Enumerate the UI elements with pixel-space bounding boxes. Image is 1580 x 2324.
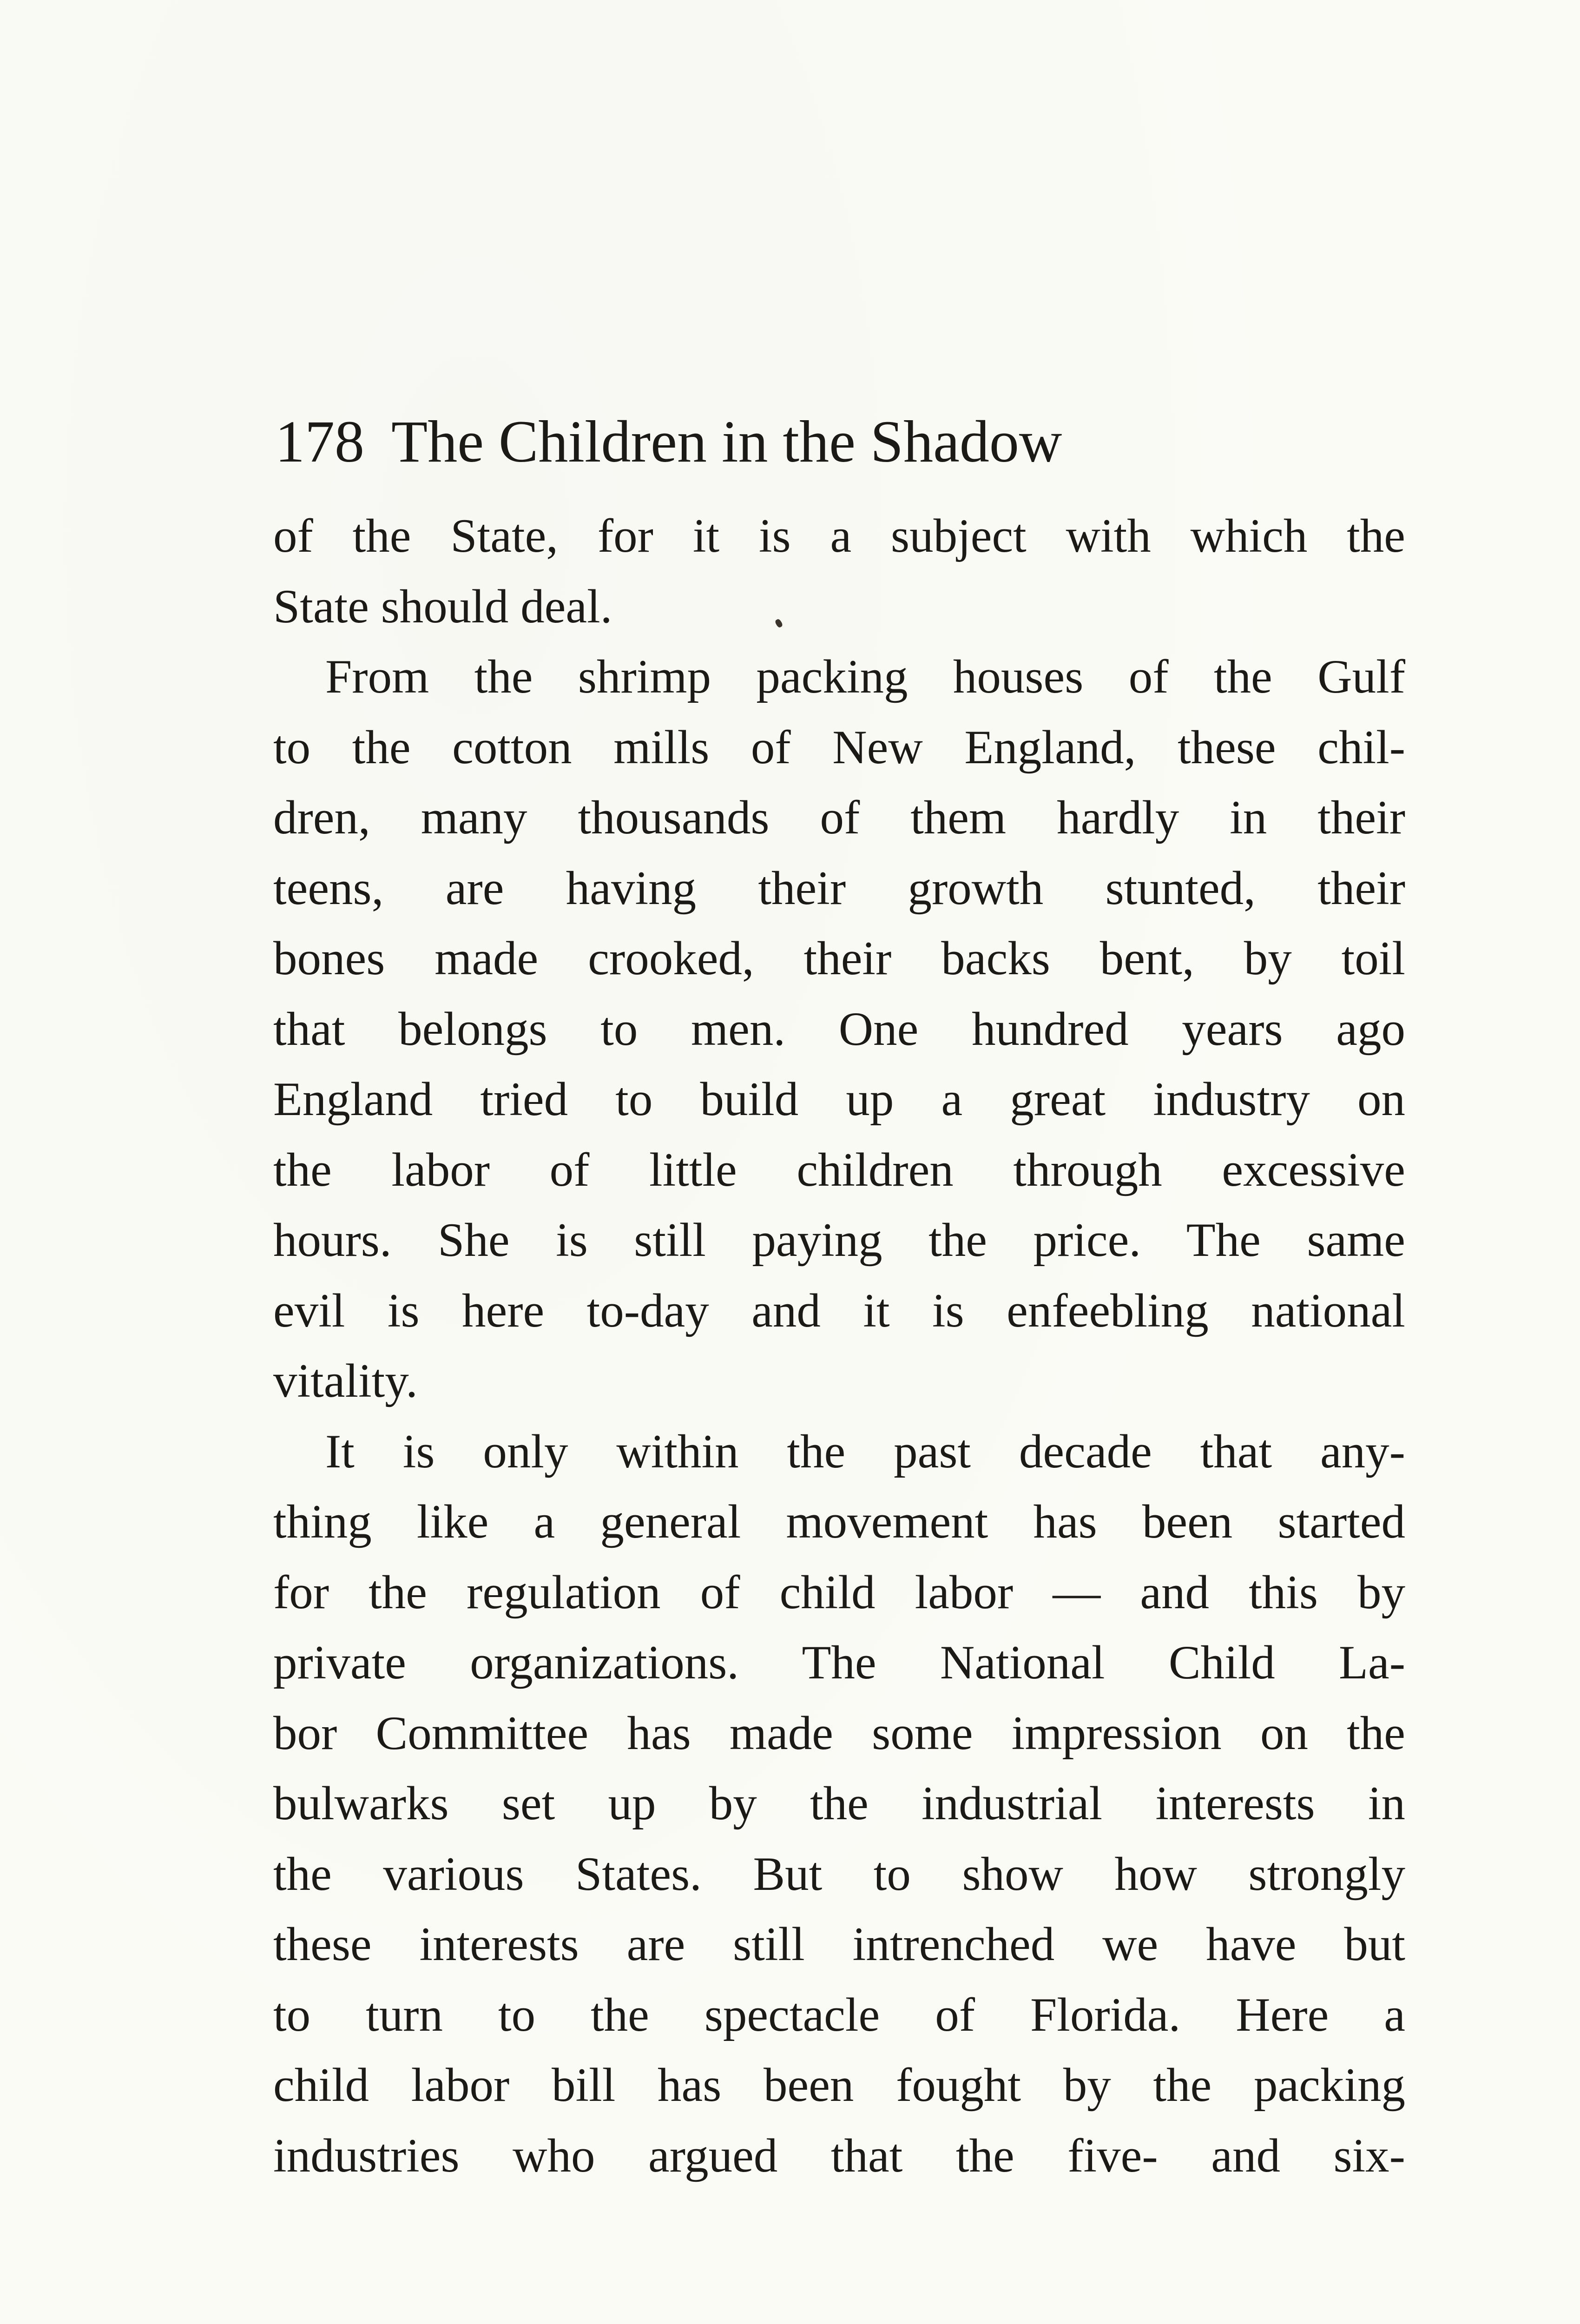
text-line: bor Committee has made some impression on the xyxy=(273,1706,1405,1760)
text-line: to the cotton mills of New England, these chil- xyxy=(273,720,1405,774)
text-line: hours. She is still paying the price. The same xyxy=(273,1214,1405,1267)
text-line: for the regulation of child labor — and this by xyxy=(273,1565,1405,1619)
text-line: to turn to the spectacle of Florida. Here a xyxy=(273,1988,1405,2041)
book-title: The Children in the Shadow xyxy=(391,409,1062,475)
text-line: the labor of little children through excessive xyxy=(273,1143,1405,1196)
text-line: thing like a general movement has been started xyxy=(273,1495,1405,1548)
text-line: bulwarks set up by the industrial interests in xyxy=(273,1777,1405,1830)
text-line: bones made crooked, their backs bent, by toil xyxy=(273,932,1405,985)
text-line: child labor bill has been fought by the packing xyxy=(273,2059,1405,2112)
text-line: State should deal. xyxy=(273,580,612,633)
running-head xyxy=(275,400,1409,483)
text-line: It is only within the past decade that any- xyxy=(325,1425,1405,1478)
text-line: dren, many thousands of them hardly in their xyxy=(273,791,1405,844)
text-line: private organizations. The National Child La- xyxy=(273,1636,1405,1689)
text-line: teens, are having their growth stunted, their xyxy=(273,861,1405,915)
text-line: industries who argued that the five- and six- xyxy=(273,2129,1405,2182)
text-line: these interests are still intrenched we have but xyxy=(273,1918,1405,1971)
text-line: that belongs to men. One hundred years ago xyxy=(273,1002,1405,1056)
page-number: 178 xyxy=(275,409,364,475)
body-text xyxy=(273,501,1405,2191)
text-line: vitality. xyxy=(273,1354,418,1407)
text-line: England tried to build up a great industry on xyxy=(273,1073,1405,1126)
text-line: evil is here to-day and it is enfeebling national xyxy=(273,1284,1405,1337)
text-line: the various States. But to show how strongly xyxy=(273,1847,1405,1901)
text-line: of the State, for it is a subject with which the xyxy=(273,509,1405,562)
text-line: From the shrimp packing houses of the Gulf xyxy=(325,650,1405,703)
